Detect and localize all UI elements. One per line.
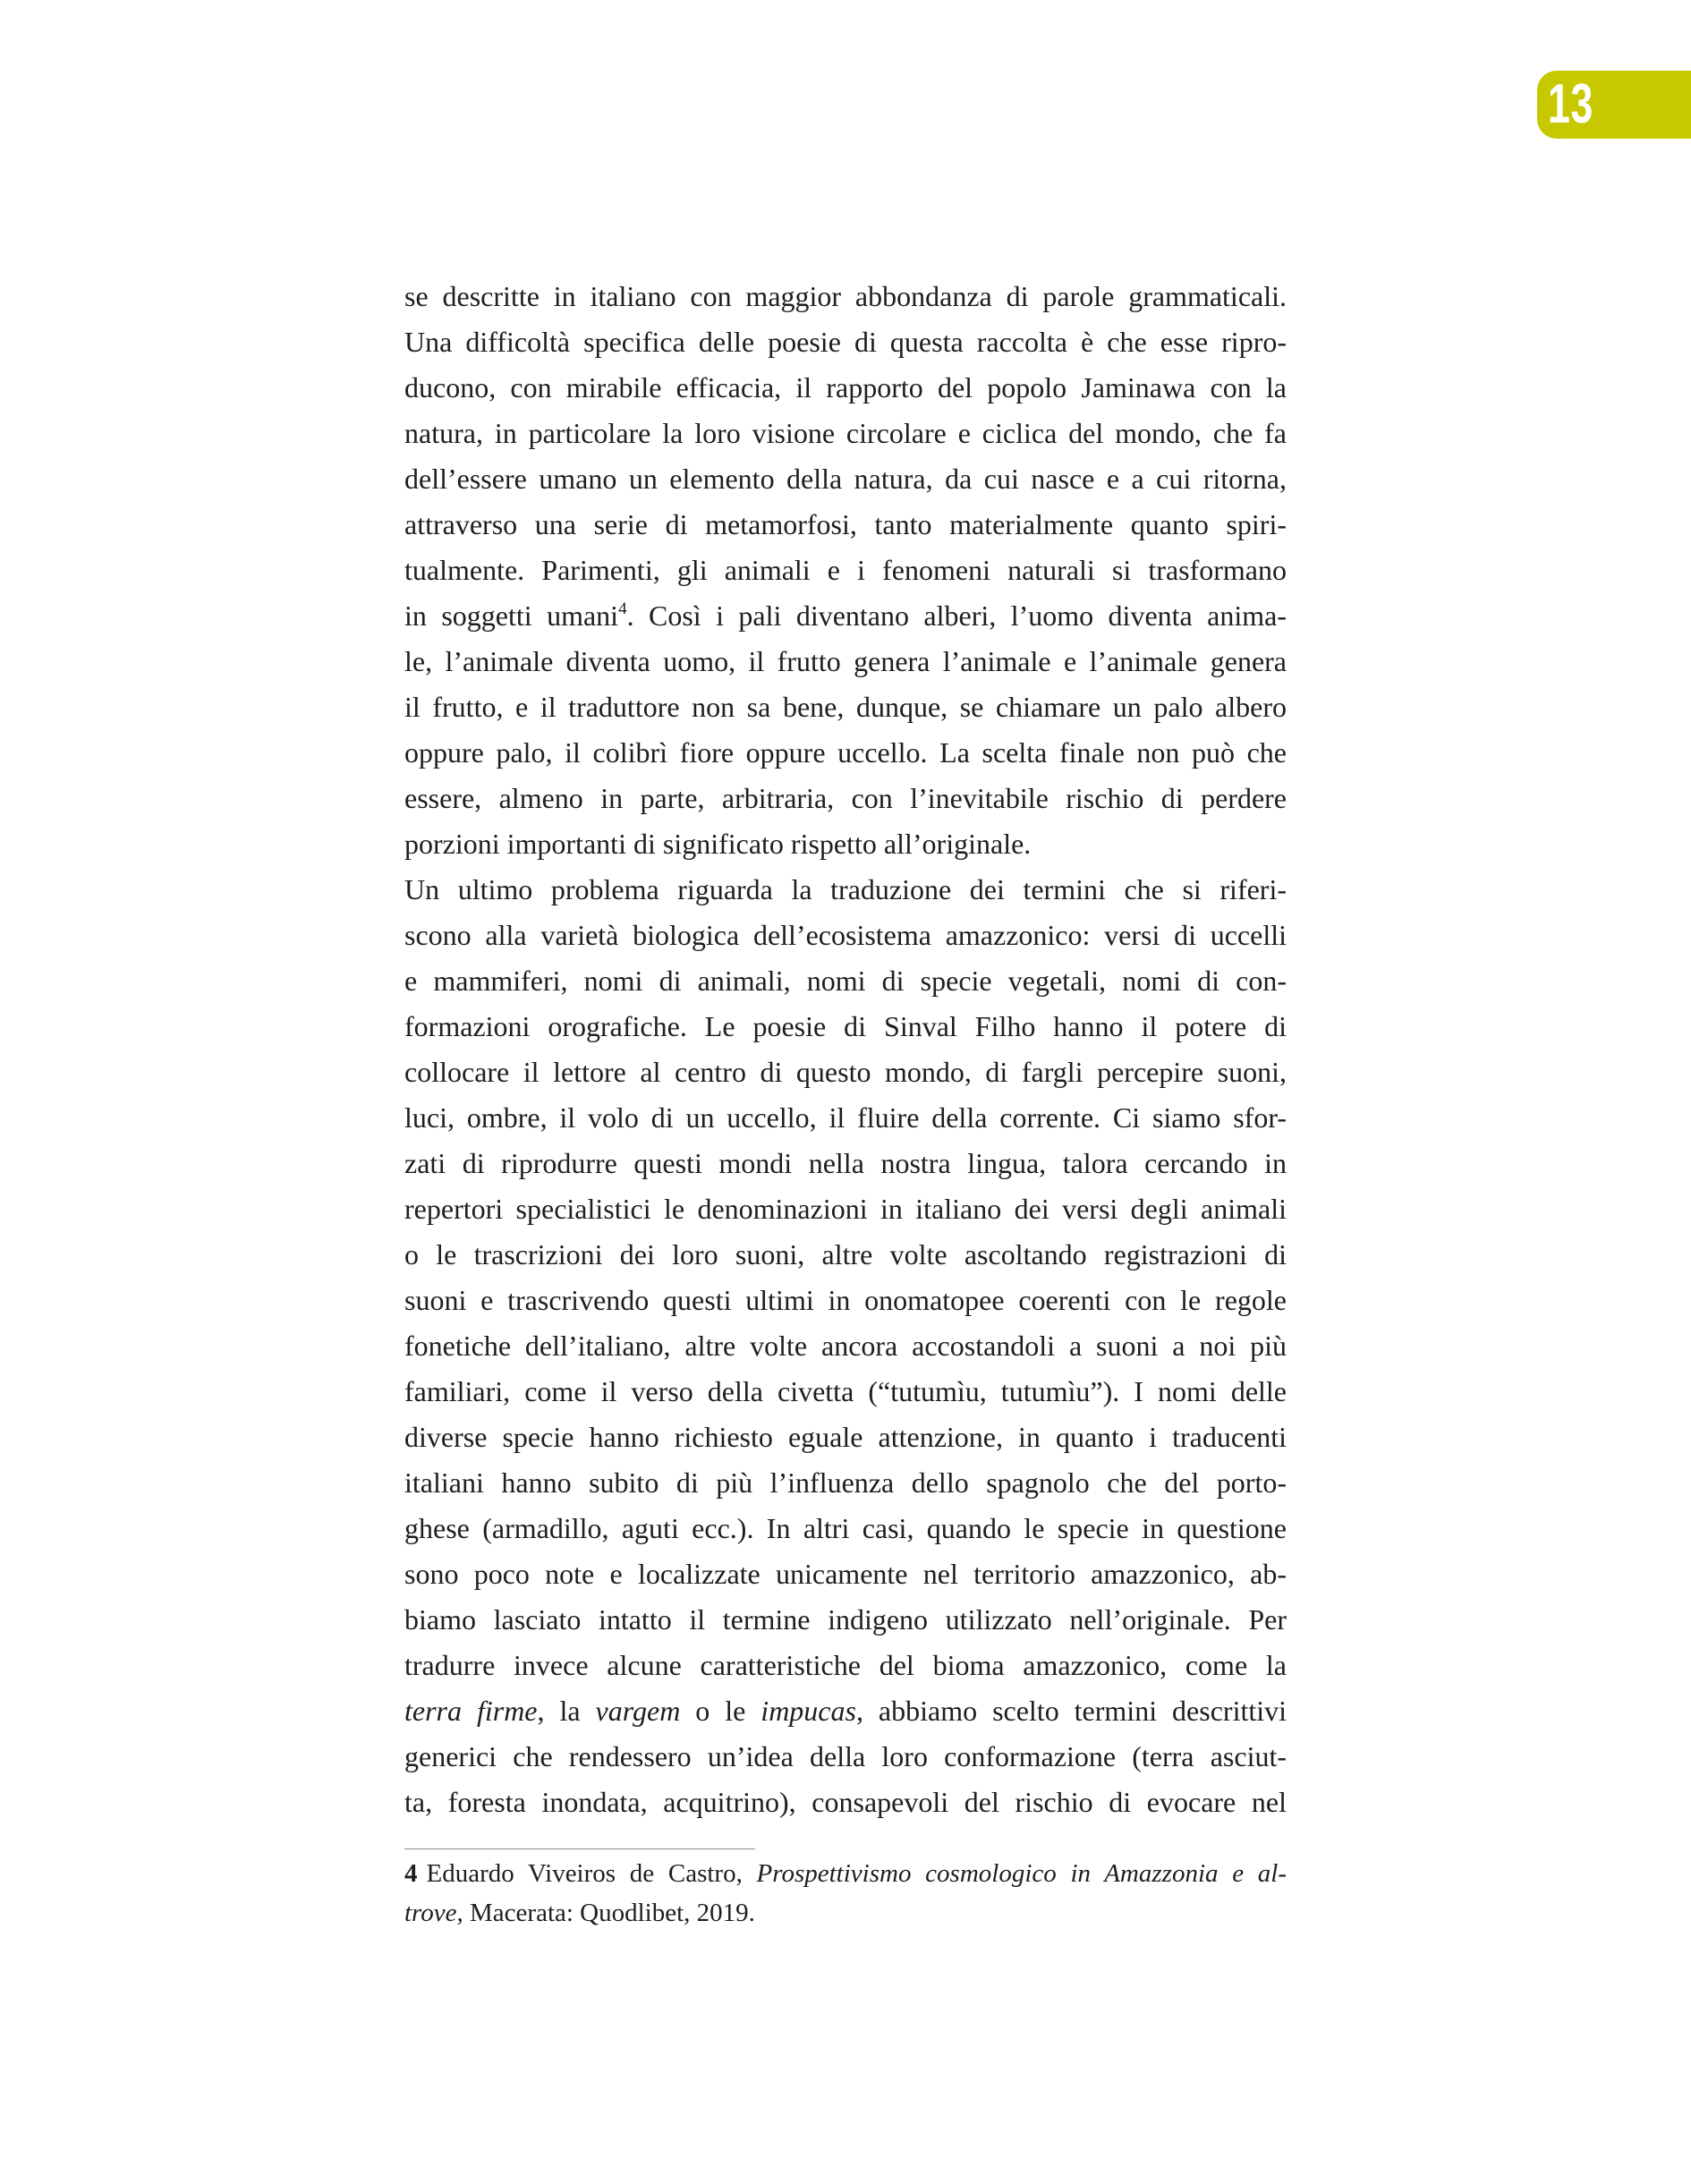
text-line: sono poco note e localizzate unicamente nel territorio amazzonico, ab- — [404, 1558, 1287, 1590]
text-line: luci, ombre, il volo di un uccello, il fluire della corrente. Ci siamo sfor- — [404, 1101, 1287, 1134]
italic-term: vargem — [595, 1695, 681, 1727]
text-line: oppure palo, il colibrì fiore oppure uccello. La scelta finale non può che — [404, 736, 1287, 769]
text-segment: in soggetti umani — [404, 599, 619, 632]
text-line: tualmente. Parimenti, gli animali e i fenomeni naturali si trasformano — [404, 554, 1287, 586]
text-line: scono alla varietà biologica dell’ecosistema amazzonico: versi di uccelli — [404, 919, 1287, 951]
footnote-reference: 4 — [618, 599, 627, 618]
text-line: formazioni orografiche. Le poesie di Sinval Filho hanno il potere di — [404, 1010, 1287, 1042]
text-line: fonetiche dell’italiano, altre volte ancora accostandoli a suoni a noi più — [404, 1330, 1287, 1362]
page-number-tab — [1537, 71, 1691, 139]
text-line: diverse specie hanno richiesto eguale attenzione, in quanto i traducenti — [404, 1421, 1287, 1453]
text-line: il frutto, e il traduttore non sa bene, dunque, se chiamare un palo albero — [404, 691, 1287, 723]
text-segment: , la — [537, 1695, 596, 1727]
text-line: e mammiferi, nomi di animali, nomi di specie vegetali, nomi di con- — [404, 965, 1287, 997]
text-line: essere, almeno in parte, arbitraria, con l’inevitabile rischio di perdere — [404, 782, 1287, 814]
text-line: ta, foresta inondata, acquitrino), consapevoli del rischio di evocare nel — [404, 1786, 1287, 1818]
text-line: Un ultimo problema riguarda la traduzione dei termini che si riferi- — [404, 873, 1287, 905]
text-line: ducono, con mirabile efficacia, il rapporto del popolo Jaminawa con la — [404, 371, 1287, 404]
footnote-line — [404, 1893, 1287, 1933]
text-line: porzioni importanti di significato rispetto all’originale. — [404, 828, 1032, 860]
page-number: 13 — [1548, 73, 1594, 135]
footnote-author: Eduardo Viveiros de Castro, — [426, 1859, 757, 1888]
text-line: tradurre invece alcune caratteristiche del bioma amazzonico, come la — [404, 1649, 1287, 1681]
text-line: familiari, come il verso della civetta (“tutumìu, tutumìu”). I nomi delle — [404, 1375, 1287, 1407]
italic-term: impucas — [761, 1695, 856, 1727]
text-line: repertori specialistici le denominazioni in italiano dei versi degli animali — [404, 1193, 1287, 1225]
text-line: Una difficoltà specifica delle poesie di questa raccolta è che esse ripro- — [404, 326, 1287, 358]
text-segment: . Così i pali diventano alberi, l’uomo diventa anima- — [626, 599, 1287, 632]
text-line: le, l’animale diventa uomo, il frutto genera l’animale e l’animale genera — [404, 645, 1287, 677]
text-line: biamo lasciato intatto il termine indigeno utilizzato nell’originale. Per — [404, 1603, 1287, 1636]
text-line — [404, 593, 1287, 639]
footnote-line — [404, 1854, 1287, 1893]
text-line: dell’essere umano un elemento della natura, da cui nasce e a cui ritorna, — [404, 463, 1287, 495]
text-line: o le trascrizioni dei loro suoni, altre volte ascoltando registrazioni di — [404, 1238, 1287, 1270]
footnote-title: trove — [404, 1899, 457, 1927]
text-segment: , abbiamo scelto termini descrittivi — [855, 1695, 1287, 1727]
text-line: se descritte in italiano con maggior abbondanza di parole grammaticali. — [404, 280, 1287, 312]
text-line: zati di riprodurre questi mondi nella nostra lingua, talora cercando in — [404, 1147, 1287, 1179]
footnote-divider — [404, 1848, 755, 1849]
text-segment: o le — [680, 1695, 761, 1727]
footnote-number: 4 — [404, 1859, 418, 1888]
footnote-title: Prospettivismo cosmologico in Amazzonia e al- — [756, 1859, 1287, 1888]
text-line: collocare il lettore al centro di questo mondo, di fargli percepire suoni, — [404, 1056, 1287, 1088]
text-line: suoni e trascrivendo questi ultimi in onomatopee coerenti con le regole — [404, 1284, 1287, 1316]
text-line: attraverso una serie di metamorfosi, tanto materialmente quanto spiri- — [404, 508, 1287, 540]
italic-term: terra firme — [404, 1695, 538, 1727]
text-line — [404, 1688, 1287, 1734]
text-line: ghese (armadillo, aguti ecc.). In altri casi, quando le specie in questione — [404, 1512, 1287, 1544]
text-line: italiani hanno subito di più l’influenza dello spagnolo che del porto- — [404, 1466, 1287, 1499]
body-text — [404, 274, 1287, 1825]
footnote-publication: , Macerata: Quodlibet, 2019. — [456, 1899, 755, 1927]
footnotes — [404, 1854, 1287, 1933]
text-line: natura, in particolare la loro visione circolare e ciclica del mondo, che fa — [404, 417, 1287, 449]
text-line: generici che rendessero un’idea della loro conformazione (terra asciut- — [404, 1740, 1287, 1772]
